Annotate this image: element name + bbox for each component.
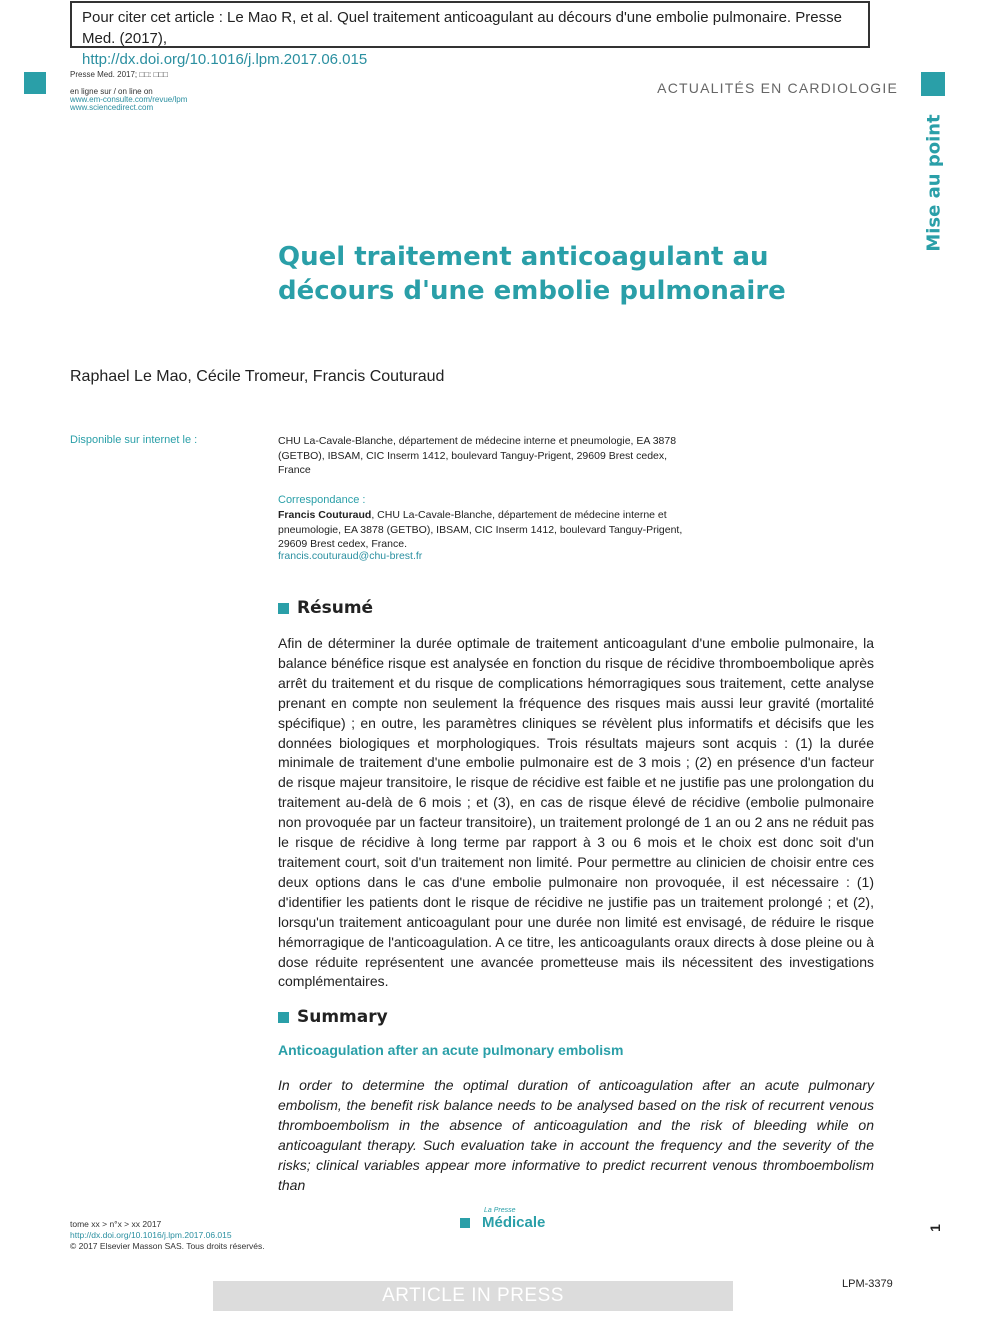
footer-doi-link[interactable]: http://dx.doi.org/10.1016/j.lpm.2017.06.015 [70, 1230, 232, 1240]
corner-square-right [921, 72, 945, 96]
correspondence-text: , CHU La-Cavale-Blanche, département de médecine interne et pneumologie, EA 3878 (GETBO), IBSAM, CIC Inserm 1412, boulevard Tanguy-Prigent, 29609 Brest cedex, France. [278, 509, 683, 550]
heading-square-icon [278, 603, 289, 614]
citation-text: Pour citer cet article : Le Mao R, et al. Quel traitement anticoagulant au décours d'une embolie pulmonaire. Presse Med. (2017), [82, 9, 842, 47]
correspondence-name: Francis Couturaud [278, 509, 372, 521]
affiliation: CHU La-Cavale-Blanche, département de médecine interne et pneumologie, EA 3878 (GETBO), IBSAM, CIC Inserm 1412, boulevard Tanguy-Prigent, 29609 Brest cedex, France [278, 435, 677, 476]
correspondence-email-link[interactable]: francis.couturaud@chu-brest.fr [278, 550, 423, 562]
journal-info: Presse Med. 2017; □□: □□□ [70, 70, 168, 79]
online-label: en ligne sur / on line on [70, 87, 153, 96]
article-id: LPM-3379 [842, 1278, 893, 1290]
heading-square-icon [278, 1012, 289, 1023]
logo-small-text: La Presse [484, 1207, 516, 1214]
journal-logo [460, 1205, 560, 1235]
available-online-label: Disponible sur internet le : [70, 434, 198, 446]
article-type-label: Mise au point [923, 114, 945, 252]
footer-info [70, 1219, 265, 1252]
summary-heading-text: Summary [297, 1007, 388, 1027]
resume-heading [278, 598, 373, 618]
summary-heading [278, 1007, 388, 1027]
sciencedirect-link[interactable]: www.sciencedirect.com [70, 103, 154, 112]
resume-text: Afin de déterminer la durée optimale de traitement anticoagulant d'une embolie pulmonaire, la balance bénéfice risque est analysée en fonction du risque de récidive thromboembolique après arrêt du traitement et du risque de complications hémorragiques sous traitement, cette analyse prenant en compte non seulement la fréquence des risques mais aussi leur gravité (mortalité spécifique) ; en outre, les paramètres cliniques se révèlent plus informatifs et décisifs que les données biologiques et morphologiques. Trois résultats majeurs sont acquis : (1) la durée minimale de traitement d'une embolie pulmonaire est de 3 mois ; (2) en présence d'un facteur de risque majeur transitoire, le risque de récidive est faible et ne justifie pas une prolongation du traitement au-delà de 6 mois ; et (3), en cas de risque élevé de récidive (embolie pulmonaire non provoquée par un facteur transitoire), un traitement prolongé de 1 an ou 2 ans ne réduit pas le risque de récidive à long terme par rapport à 3 ou 6 mois et le choix est donc soit d'un traitement court, soit d'un traitement non limité. Pour permettre au clinicien de choisir entre ces deux options dans le cas d'une embolie pulmonaire non provoquée, il est nécessaire : (1) d'identifier les patients dont le risque de récidive ne justifie pas un traitement prolongé ; et (2), lorsqu'un traitement anticoagulant pour une durée non limité est envisagé, de réduire le risque hémorragique de l'anticoagulation. A ce titre, les anticoagulants oraux directs à dose pleine ou à dose réduite représentent une avancée prometteuse mais ils nécessitent des investigations complémentaires. [278, 635, 874, 990]
summary-subtitle: Anticoagulation after an acute pulmonary embolism [278, 1042, 624, 1058]
section-label: ACTUALITÉS EN CARDIOLOGIE [657, 80, 898, 96]
correspondence-address [278, 508, 698, 552]
logo-big-text: Médicale [482, 1214, 546, 1231]
footer-copyright: © 2017 Elsevier Masson SAS. Tous droits réservés. [70, 1241, 265, 1251]
page-number-text: 1 [927, 1224, 943, 1232]
resume-heading-text: Résumé [297, 598, 374, 618]
correspondence-label: Correspondance : [278, 494, 366, 506]
logo-square-icon [460, 1218, 470, 1228]
summary-text: In order to determine the optimal duration of anticoagulation after an acute pulmonary embolism, the benefit risk balance needs to be analysed based on the risk of recurrent venous thromboembolism in the absence of anticoagulation and the risk of bleeding while on anticoagulant therapy. Such evaluation take in account the frequency and the severity of the risks; clinical variables appear more informative to predict recurrent venous thromboembolism than [278, 1077, 874, 1193]
citation-box [70, 1, 870, 68]
authors: Raphael Le Mao, Cécile Tromeur, Francis Couturaud [70, 368, 445, 385]
article-title: Quel traitement anticoagulant au décours d'une embolie pulmonaire [278, 242, 786, 306]
article-in-press-banner: ARTICLE IN PRESS [213, 1281, 733, 1311]
article-type-vertical [919, 114, 949, 252]
citation-doi-link[interactable]: http://dx.doi.org/10.1016/j.lpm.2017.06.015 [82, 51, 368, 68]
page-number [925, 1218, 945, 1238]
footer-issue: tome xx > n°x > xx 2017 [70, 1219, 162, 1229]
emconsulte-link[interactable]: www.em-consulte.com/revue/lpm [70, 95, 188, 104]
corner-square-left [24, 72, 46, 94]
